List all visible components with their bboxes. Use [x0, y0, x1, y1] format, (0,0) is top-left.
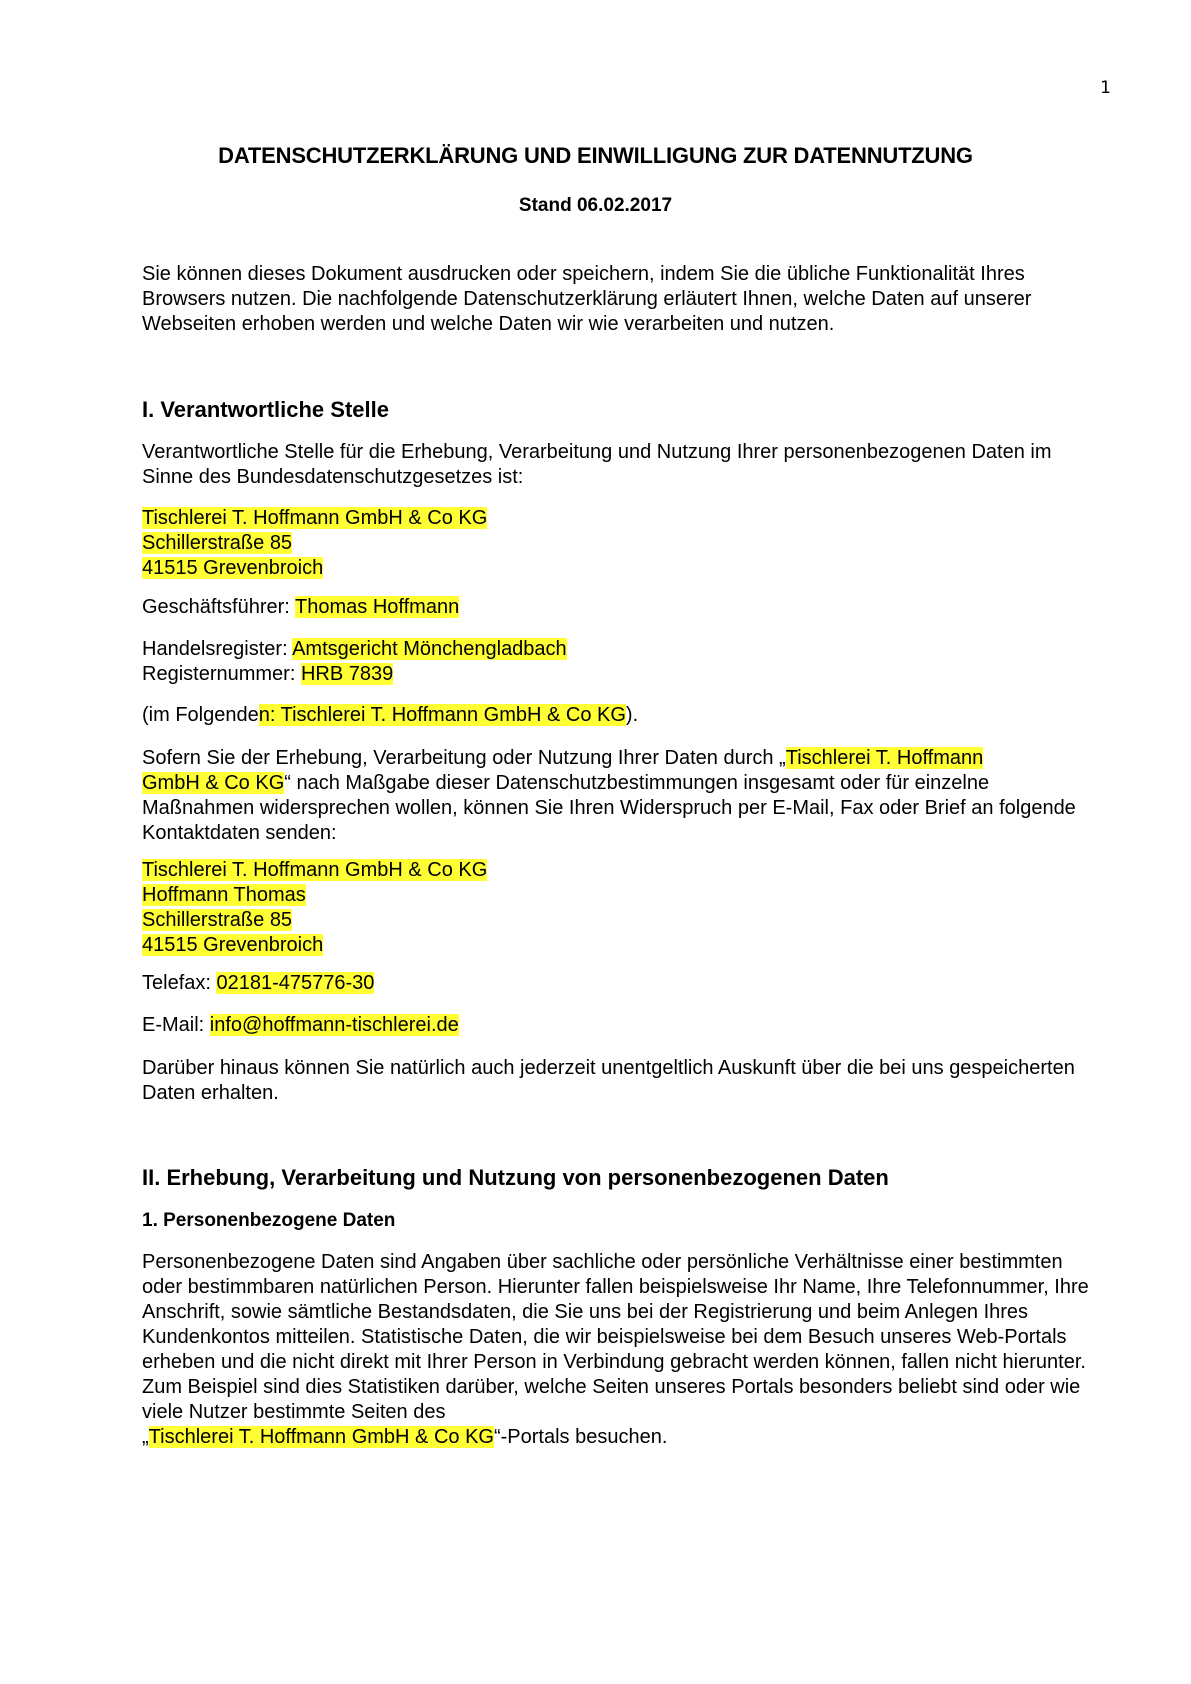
objection-post: “ nach Maßgabe dieser Datenschutzbestimmungen insgesamt oder für einzelne Maßnahmen widersprechen wollen, können Sie Ihren Widerspruch per E-Mail, Fax oder Brief an folgende Kontaktdaten senden:	[142, 772, 1076, 844]
email-line	[142, 1013, 1092, 1038]
closing-paragraph: Darüber hinaus können Sie natürlich auch jederzeit unentgeltlich Auskunft über die bei uns gespeicherten Daten erhalten.	[142, 1057, 1075, 1104]
fax-label: Telefax:	[142, 972, 217, 994]
personal-data-paragraph	[142, 1250, 1092, 1450]
document-date: Stand 06.02.2017	[518, 195, 673, 216]
register-block	[142, 637, 1092, 687]
email-value: info@hoffmann-tischlerei.de	[209, 1014, 459, 1036]
page-number: 1	[1100, 78, 1111, 98]
contact-company: Tischlerei T. Hoffmann GmbH & Co KG	[142, 859, 488, 881]
document-title: DATENSCHUTZERKLÄRUNG UND EINWILLIGUNG ZUR DATENNUTZUNG	[218, 143, 973, 168]
responsible-intro: Verantwortliche Stelle für die Erhebung, Verarbeitung und Nutzung Ihrer personenbezogenen Daten im Sinne des Bundesdatenschutzgesetzes ist:	[142, 441, 1052, 488]
personal-data-quote: „	[142, 1426, 149, 1448]
manager-label: Geschäftsführer:	[142, 596, 296, 618]
fax-value: 02181-475776-30	[216, 972, 375, 994]
subsection-1-heading: 1. Personenbezogene Daten	[142, 1210, 396, 1231]
address-block	[142, 506, 1092, 581]
intro-paragraph: Sie können dieses Dokument ausdrucken oder speichern, indem Sie die übliche Funktionalität Ihres Browsers nutzen. Die nachfolgende Datenschutzerklärung erläutert Ihnen, welche Daten auf unserer Webseiten erhoben werden und welche Daten wir wie verarbeiten und nutzen.	[142, 263, 1032, 335]
following-line	[142, 703, 1092, 728]
personal-data-text: Personenbezogene Daten sind Angaben über sachliche oder persönliche Verhältnisse einer bestimmten oder bestimmbaren natürlichen Person. Hierunter fallen beispielsweise Ihr Name, Ihre Telefonnummer, Ihre Anschrift, sowie sämtliche Bestandsdaten, die Sie uns bei der Registrierung und beim Anlegen Ihres Kundenkontos mitteilen. Statistische Daten, die wir beispielsweise bei dem Besuch unseres Web-Portals erheben und die nicht direkt mit Ihrer Person in Verbindung gebracht werden können, fallen nicht hierunter. Zum Beispiel sind dies Statistiken darüber, welche Seiten unseres Portals besonders beliebt sind oder wie viele Nutzer bestimmte Seiten des	[142, 1251, 1089, 1423]
address-city: 41515 Grevenbroich	[142, 557, 324, 579]
objection-company-part2: GmbH & Co KG	[142, 772, 285, 794]
regnum-value: HRB 7839	[300, 663, 394, 685]
objection-paragraph	[142, 746, 1092, 846]
following-suffix: ).	[625, 704, 639, 726]
address-street: Schillerstraße 85	[142, 532, 293, 554]
contact-block	[142, 858, 1092, 958]
following-company: n: Tischlerei T. Hoffmann GmbH & Co KG	[258, 704, 626, 726]
personal-data-suffix: “-Portals besuchen.	[493, 1426, 668, 1448]
contact-city: 41515 Grevenbroich	[142, 934, 324, 956]
following-prefix: (im Folgende	[142, 704, 259, 726]
fax-line	[142, 971, 1092, 996]
section-1-heading: I. Verantwortliche Stelle	[142, 397, 389, 422]
manager-value: Thomas Hoffmann	[295, 596, 460, 618]
contact-street: Schillerstraße 85	[142, 909, 293, 931]
address-company: Tischlerei T. Hoffmann GmbH & Co KG	[142, 507, 488, 529]
regnum-label: Registernummer:	[142, 663, 301, 685]
personal-data-company: Tischlerei T. Hoffmann GmbH & Co KG	[148, 1426, 494, 1448]
manager-line	[142, 595, 1092, 620]
register-label: Handelsregister:	[142, 638, 293, 660]
email-label: E-Mail:	[142, 1014, 210, 1036]
objection-pre: Sofern Sie der Erhebung, Verarbeitung oder Nutzung Ihrer Daten durch „	[142, 747, 786, 769]
contact-person: Hoffmann Thomas	[142, 884, 306, 906]
section-2-heading: II. Erhebung, Verarbeitung und Nutzung von personenbezogenen Daten	[142, 1165, 889, 1190]
register-value: Amtsgericht Mönchengladbach	[292, 638, 567, 660]
objection-company-part1: Tischlerei T. Hoffmann	[785, 747, 984, 769]
